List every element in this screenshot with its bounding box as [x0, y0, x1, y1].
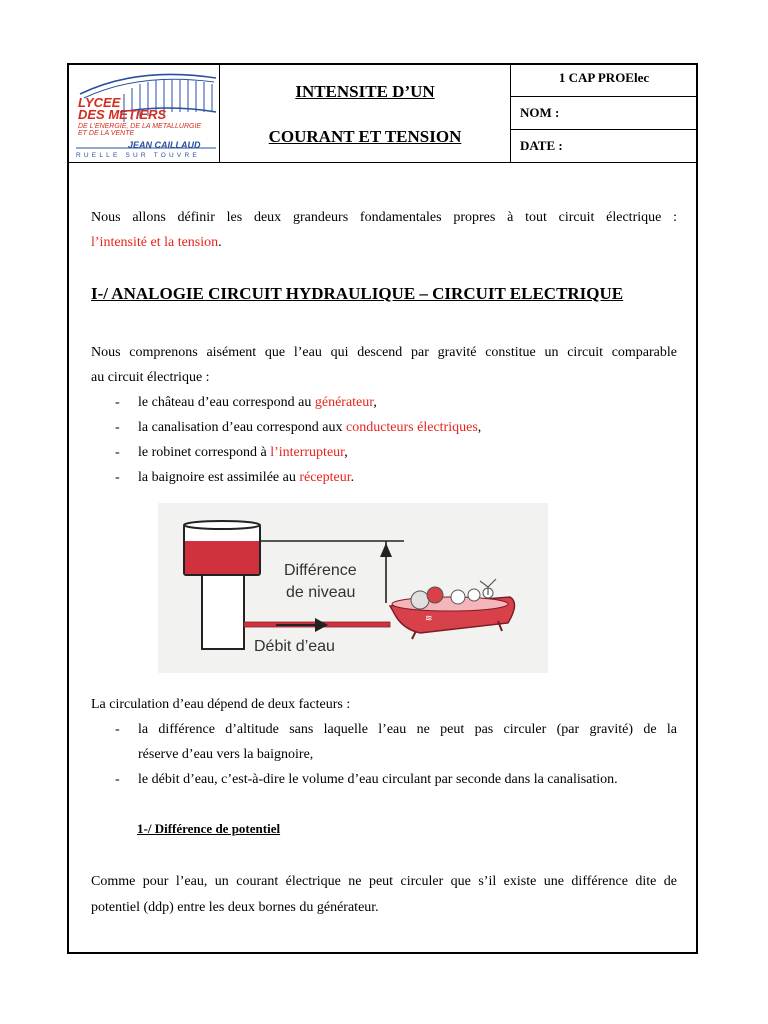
text-part: , — [373, 395, 377, 410]
class-label: 1 CAP PROElec — [558, 70, 650, 85]
document-title-line2: COURANT ET TENSION — [268, 127, 462, 146]
intro-highlight: l’intensité et la tension — [91, 235, 219, 250]
class-cell — [510, 63, 698, 97]
text-part: , — [477, 420, 482, 435]
text-part: . — [350, 470, 355, 485]
highlight-term: générateur — [314, 395, 374, 410]
intro-paragraph — [91, 205, 677, 230]
logo-subtitle — [78, 123, 201, 137]
intro-end: . — [218, 235, 222, 250]
section-paragraph-line2: au circuit électrique : — [91, 370, 210, 385]
list-item-text — [138, 465, 677, 490]
logo-sub2: ET DE LA VENTE — [78, 130, 135, 137]
date-cell[interactable] — [510, 129, 698, 163]
svg-text:≋: ≋ — [425, 614, 433, 624]
bullet-dash: - — [115, 420, 120, 435]
diagram-label-difference: Différence — [284, 562, 357, 579]
bullet-dash: - — [115, 470, 120, 485]
diagram-label-level: de niveau — [286, 584, 356, 601]
text-part: le château d’eau correspond au — [138, 395, 315, 410]
intro-text: Nous allons définir les deux grandeurs fondamentales propres à tout circuit électrique : — [91, 210, 677, 225]
bullet-dash: - — [115, 395, 120, 410]
circulation-intro: La circulation d’eau dépend de deux facteurs : — [91, 697, 351, 712]
text-part: le robinet correspond à — [138, 445, 271, 460]
nom-cell[interactable] — [510, 96, 698, 130]
intro-highlight-line — [91, 230, 677, 255]
factor-text-line2: réserve d’eau vers la baignoire, — [138, 747, 314, 762]
diagram-label-flow: Débit d’eau — [254, 638, 335, 655]
logo-name: JEAN CAILLAUD — [128, 140, 201, 150]
highlight-term: récepteur — [299, 470, 351, 485]
factor-text-line1: la différence d’altitude sans laquelle l’eau ne peut pas circuler (par gravité) de la — [138, 722, 677, 737]
subsection-paragraph-line1: Comme pour l’eau, un courant électrique ne peut circuler que s’il existe une différence dite de — [91, 874, 677, 889]
school-logo — [68, 64, 221, 164]
highlight-term: conducteurs électriques — [345, 420, 478, 435]
nom-label: NOM : — [520, 105, 560, 120]
water-tower-diagram-illustration — [158, 503, 548, 673]
header-table — [67, 63, 698, 163]
section-heading: I-/ ANALOGIE CIRCUIT HYDRAULIQUE – CIRCUIT ELECTRIQUE — [91, 284, 624, 303]
logo-sub1: DE L'ENERGIE, DE LA METALLURGIE — [78, 123, 202, 130]
highlight-term: l’interrupteur — [270, 445, 345, 460]
text-part: , — [344, 445, 348, 460]
bullet-dash: - — [115, 722, 120, 737]
logo-town: RUELLE SUR TOUVRE — [76, 152, 200, 159]
hydraulic-analogy-diagram — [158, 503, 548, 673]
list-item-text — [138, 390, 677, 415]
logo-cell — [67, 63, 220, 163]
bullet-dash: - — [115, 445, 120, 460]
factor-text-line1: le débit d’eau, c’est-à-dire le volume d’eau circulant par seconde dans la canalisation. — [138, 772, 618, 787]
subsection-heading: 1-/ Différence de potentiel — [137, 821, 281, 836]
title-cell — [219, 63, 511, 163]
document-title-line1: INTENSITE D’UN — [295, 82, 435, 101]
text-part: la canalisation d’eau correspond aux — [138, 420, 346, 435]
section-paragraph-line1: Nous comprenons aisément que l’eau qui descend par gravité constitue un circuit comparable — [91, 345, 677, 360]
logo-line1: LYCEE — [78, 95, 121, 110]
date-label: DATE : — [520, 138, 563, 153]
bullet-dash: - — [115, 772, 120, 787]
logo-title — [78, 97, 166, 121]
text-part: la baignoire est assimilée au — [138, 470, 300, 485]
logo-line2: DES METIERS — [78, 107, 167, 122]
subsection-paragraph-line2: potentiel (ddp) entre les deux bornes du générateur. — [91, 900, 379, 915]
list-item-text — [138, 440, 677, 465]
list-item-text — [138, 415, 677, 440]
